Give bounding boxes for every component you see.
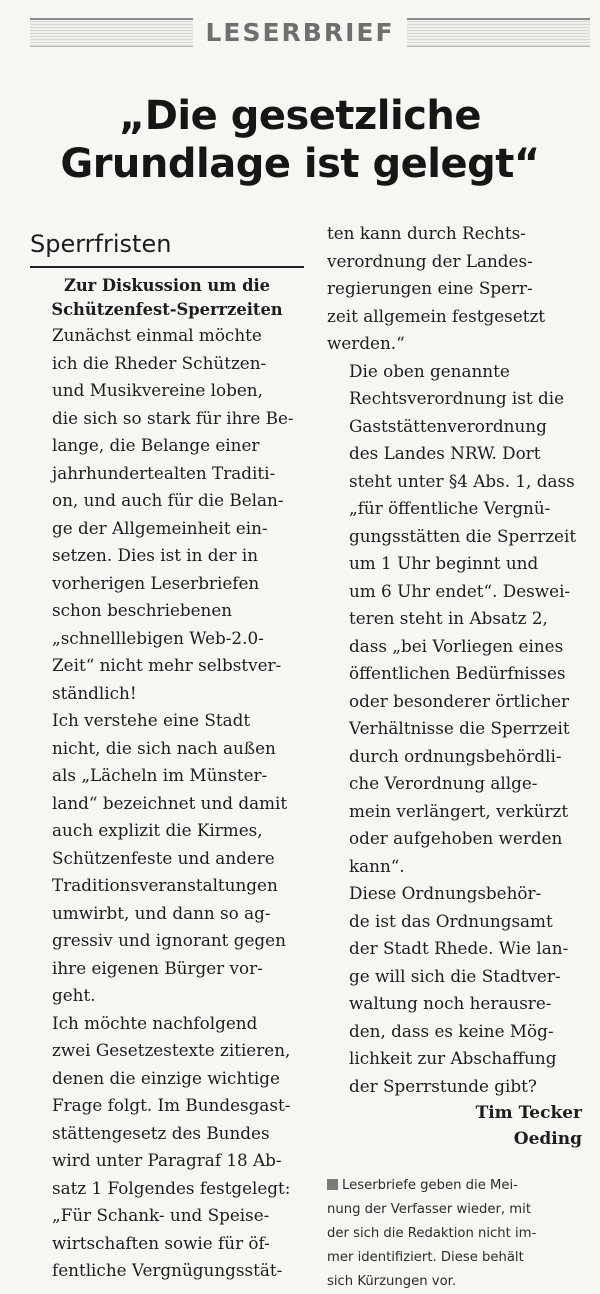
- text-line: Die oben genannte: [349, 360, 510, 381]
- editorial-note: [327, 1174, 582, 1294]
- kicker: [30, 274, 304, 322]
- text-line: Verhältnisse die Sperrzeit: [349, 718, 570, 738]
- text-line: jahrhundertealten Traditi-: [52, 462, 276, 483]
- text-line: on, und auch für die Belan-: [52, 490, 284, 510]
- text-line: werden.“: [327, 333, 405, 353]
- text-line: Schützenfeste und andere: [52, 847, 275, 868]
- text-line: um 6 Uhr endet“. Deswei-: [349, 580, 571, 601]
- paragraph: [327, 220, 582, 358]
- text-line: wird unter Paragraf 18 Ab-: [52, 1150, 282, 1170]
- paragraph: [327, 358, 582, 881]
- text-line: Frage folgt. Im Bundesgast-: [52, 1095, 291, 1115]
- text-line: dass „bei Vorliegen eines: [349, 635, 564, 656]
- rubric-label: LESERBRIEF: [193, 18, 406, 47]
- author-name: Tim Tecker: [475, 1103, 582, 1123]
- right-column: [327, 220, 582, 1294]
- text-line: oder besonderer örtlicher: [349, 690, 570, 711]
- text-line: che Verordnung allge-: [349, 773, 538, 793]
- kicker-line-2: Schützenfest-Sperrzeiten: [51, 300, 283, 319]
- text-line: fentliche Vergnügungsstät-: [52, 1260, 283, 1280]
- paragraph: [30, 322, 304, 707]
- note-text: Leserbriefe geben die Mei-: [342, 1178, 518, 1193]
- note-line: der sich die Redaktion nicht im-: [327, 1226, 537, 1241]
- text-line: nicht, die sich nach außen: [52, 737, 276, 758]
- text-line: mein verlängert, verkürzt: [349, 800, 569, 821]
- text-line: Ich möchte nachfolgend: [52, 1012, 258, 1033]
- text-line: und Musikvereine loben,: [52, 380, 263, 400]
- headline-line-2: Grundlage ist gelegt“: [60, 141, 540, 187]
- headline: [0, 92, 600, 188]
- note-line: sich Kürzungen vor.: [327, 1274, 457, 1289]
- rubric: [0, 18, 600, 48]
- text-line: um 1 Uhr beginnt und: [349, 553, 539, 573]
- text-line: regierungen eine Sperr-: [327, 278, 533, 298]
- text-line: durch ordnungsbehördli-: [349, 745, 562, 766]
- text-line: stättengesetz des Bundes: [52, 1122, 270, 1143]
- text-line: schon beschriebenen: [52, 600, 233, 620]
- text-line: Traditionsveranstaltungen: [52, 875, 278, 895]
- text-line: Gaststättenverordnung: [349, 415, 547, 436]
- text-line: Rechtsverordnung ist die: [349, 388, 565, 408]
- text-line: oder aufgehoben werden: [349, 828, 563, 848]
- text-line: Zeit“ nicht mehr selbstver-: [52, 655, 282, 675]
- text-line: ge der Allgemeinheit ein-: [52, 517, 268, 538]
- kicker-line-1: Zur Diskussion um die: [63, 276, 271, 295]
- text-line: lange, die Belange einer: [52, 435, 260, 455]
- text-line: gungsstätten die Sperrzeit: [349, 525, 577, 546]
- note-line: mer identifiziert. Diese behält: [327, 1250, 524, 1265]
- author-place: Oeding: [513, 1129, 582, 1149]
- author-signature: [327, 1100, 582, 1152]
- text-line: gressiv und ignorant gegen: [52, 930, 286, 950]
- text-line: der Stadt Rhede. Wie lan-: [349, 938, 569, 958]
- text-line: waltung noch herausre-: [349, 993, 552, 1013]
- text-line: satz 1 Folgendes festgelegt:: [52, 1177, 291, 1198]
- text-line: setzen. Dies ist in der in: [52, 545, 259, 565]
- text-line: Ich verstehe eine Stadt: [52, 710, 251, 730]
- note-line: [327, 1174, 582, 1198]
- text-line: öffentlichen Bedürfnisses: [349, 663, 566, 683]
- left-column: [30, 220, 304, 1285]
- text-line: als „Lächeln im Münster-: [52, 765, 268, 785]
- bullet-square-icon: [327, 1179, 338, 1190]
- text-line: Diese Ordnungsbehör-: [349, 883, 542, 903]
- text-line: teren steht in Absatz 2,: [349, 608, 548, 628]
- text-line: der Sperrstunde gibt?: [349, 1075, 537, 1096]
- text-line: geht.: [52, 985, 96, 1005]
- paragraph: [327, 880, 582, 1100]
- text-line: ten kann durch Rechts-: [327, 223, 526, 243]
- text-line: Zunächst einmal möchte: [52, 325, 262, 345]
- text-line: „für öffentliche Vergnü-: [349, 498, 551, 518]
- text-line: vorherigen Leserbriefen: [52, 572, 260, 593]
- paragraph: [30, 707, 304, 1010]
- text-line: kann“.: [349, 855, 405, 876]
- text-line: de ist das Ordnungsamt: [349, 910, 553, 931]
- text-line: auch explizit die Kirmes,: [52, 820, 263, 840]
- text-line: ständlich!: [52, 682, 137, 703]
- text-line: zwei Gesetzestexte zitieren,: [52, 1040, 291, 1060]
- text-line: des Landes NRW. Dort: [349, 443, 541, 463]
- text-line: lichkeit zur Abschaffung: [349, 1048, 557, 1068]
- text-line: ihre eigenen Bürger vor-: [52, 957, 263, 978]
- section-title: Sperrfristen: [30, 226, 304, 268]
- note-line: nung der Verfasser wieder, mit: [327, 1202, 531, 1217]
- text-line: den, dass es keine Mög-: [349, 1020, 554, 1041]
- headline-line-1: „Die gesetzliche: [118, 93, 482, 139]
- text-line: „Für Schank- und Speise-: [52, 1205, 270, 1225]
- text-line: umwirbt, und dann so ag-: [52, 902, 271, 923]
- text-line: steht unter §4 Abs. 1, dass: [349, 470, 575, 491]
- text-line: zeit allgemein festgesetzt: [327, 305, 546, 326]
- text-line: verordnung der Landes-: [327, 250, 533, 271]
- text-line: die sich so stark für ihre Be-: [52, 407, 294, 428]
- text-line: wirtschaften sowie für öf-: [52, 1232, 270, 1253]
- text-line: ich die Rheder Schützen-: [52, 352, 267, 373]
- paragraph: [30, 1010, 304, 1285]
- text-line: „schnelllebigen Web-2.0-: [52, 627, 264, 648]
- text-line: ge will sich die Stadtver-: [349, 965, 561, 986]
- text-line: land“ bezeichnet und damit: [52, 792, 288, 813]
- text-line: denen die einzige wichtige: [52, 1067, 280, 1088]
